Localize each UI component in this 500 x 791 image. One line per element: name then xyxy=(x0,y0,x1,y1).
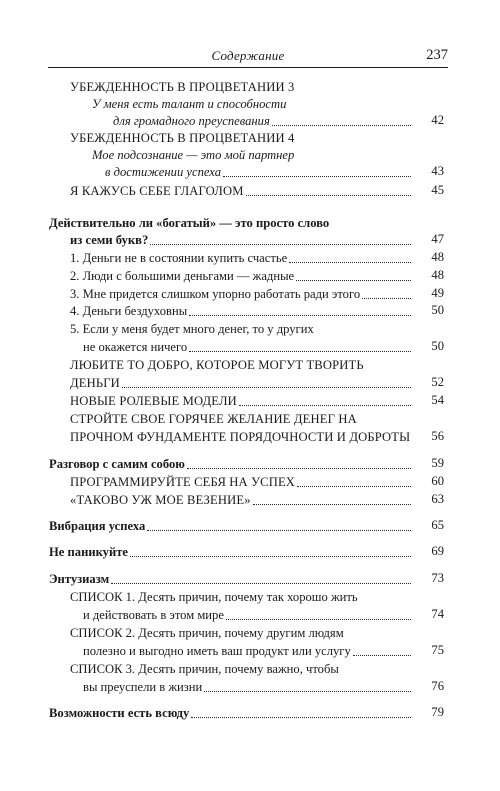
toc-entry: не окажется ничего xyxy=(83,338,413,355)
dot-leader xyxy=(289,262,411,263)
dot-leader xyxy=(246,195,411,196)
toc-page-number: 56 xyxy=(431,429,444,443)
dot-leader xyxy=(226,619,411,620)
toc-entry: 1. Деньги не в состоянии купить счастье xyxy=(70,249,413,266)
dot-leader xyxy=(253,504,411,505)
toc-entry: СПИСОК 3. Десять причин, почему важно, чтобы xyxy=(70,662,339,676)
toc-entry: 3. Мне придется слишком упорно работать ради этого xyxy=(70,285,413,302)
toc-chapter-title: Не паникуйте xyxy=(49,543,413,560)
toc-page-number: 42 xyxy=(431,113,444,127)
dot-leader xyxy=(223,176,411,177)
toc-chapter-title: Энтузиазм xyxy=(49,570,413,587)
toc-page-number: 60 xyxy=(431,474,444,488)
toc-entry-heading: УБЕЖДЕННОСТЬ В ПРОЦВЕТАНИИ 4 xyxy=(70,131,295,145)
toc-page-number: 50 xyxy=(431,303,444,317)
toc-entry-heading: Я КАЖУСЬ СЕБЕ ГЛАГОЛОМ xyxy=(70,182,413,199)
dot-leader xyxy=(239,405,411,406)
toc-page-number: 73 xyxy=(431,571,444,585)
toc-chapter-title: Возможности есть всюду xyxy=(49,704,413,721)
dot-leader xyxy=(296,280,411,281)
toc-entry-heading: ЛЮБИТЕ ТО ДОБРО, КОТОРОЕ МОГУТ ТВОРИТЬ xyxy=(70,358,364,372)
toc-entry-subtitle: Мое подсознание — это мой партнер xyxy=(92,148,295,162)
dot-leader xyxy=(353,655,411,656)
dot-leader xyxy=(272,125,411,126)
dot-leader xyxy=(204,691,411,692)
dot-leader xyxy=(111,583,411,584)
header-rule xyxy=(48,67,448,68)
dot-leader xyxy=(297,486,411,487)
toc-chapter-title: Разговор с самим собою xyxy=(49,455,413,472)
toc-page-number: 49 xyxy=(431,286,444,300)
running-header xyxy=(48,46,448,68)
toc-chapter-title: Вибрация успеха xyxy=(49,517,413,534)
dot-leader xyxy=(191,717,411,718)
toc-entry-heading: ПРОГРАММИРУЙТЕ СЕБЯ НА УСПЕХ xyxy=(70,473,413,490)
toc-page-number: 47 xyxy=(431,232,444,246)
toc-entry: 5. Если у меня будет много денег, то у других xyxy=(70,322,314,336)
toc-entry: СПИСОК 1. Десять причин, почему так хорошо жить xyxy=(70,590,358,604)
toc-page-number: 45 xyxy=(431,183,444,197)
toc-entry-heading: ПРОЧНОМ ФУНДАМЕНТЕ ПОРЯДОЧНОСТИ И ДОБРОТЫ xyxy=(70,430,411,444)
running-header-title: Содержание xyxy=(211,48,285,63)
toc-page-number: 43 xyxy=(431,164,444,178)
toc-page-number: 48 xyxy=(431,268,444,282)
dot-leader xyxy=(189,315,411,316)
toc-entry: 4. Деньги бездуховны xyxy=(70,302,413,319)
dot-leader xyxy=(130,556,411,557)
toc-chapter-title: из семи букв? xyxy=(70,231,413,248)
dot-leader xyxy=(187,468,411,469)
toc-page-number: 48 xyxy=(431,250,444,264)
toc-page-number: 76 xyxy=(431,679,444,693)
toc-entry-heading: ДЕНЬГИ xyxy=(70,374,413,391)
toc-page-number: 59 xyxy=(431,456,444,470)
page-number: 237 xyxy=(426,47,448,63)
toc-entry-subtitle: в достижении успеха xyxy=(105,163,413,180)
toc-entry-heading: «ТАКОВО УЖ МОЕ ВЕЗЕНИЕ» xyxy=(70,491,413,508)
dot-leader xyxy=(362,298,411,299)
toc-page-number: 63 xyxy=(431,492,444,506)
dot-leader xyxy=(189,351,411,352)
toc-chapter-title: Действительно ли «богатый» — это просто слово xyxy=(49,216,330,230)
toc-page-number: 50 xyxy=(431,339,444,353)
toc-entry: СПИСОК 2. Десять причин, почему другим людям xyxy=(70,626,344,640)
toc-page-number: 69 xyxy=(431,544,444,558)
dot-leader xyxy=(122,387,411,388)
toc-entry: 2. Люди с большими деньгами — жадные xyxy=(70,267,413,284)
toc-entry: полезно и выгодно иметь ваш продукт или услугу xyxy=(83,642,413,659)
toc-page-number: 79 xyxy=(431,705,444,719)
dot-leader xyxy=(147,530,411,531)
toc-page-number: 65 xyxy=(431,518,444,532)
toc-entry-heading: УБЕЖДЕННОСТЬ В ПРОЦВЕТАНИИ 3 xyxy=(70,80,295,94)
toc-page-number: 74 xyxy=(431,607,444,621)
toc-entry: вы преуспели в жизни xyxy=(83,678,413,695)
toc-entry: и действовать в этом мире xyxy=(83,606,413,623)
toc-page-number: 54 xyxy=(431,393,444,407)
toc-page-number: 75 xyxy=(431,643,444,657)
toc-entry-heading: НОВЫЕ РОЛЕВЫЕ МОДЕЛИ xyxy=(70,392,413,409)
toc-entry-subtitle: для громадного преуспевания xyxy=(113,112,413,129)
toc-entry-heading: СТРОЙТЕ СВОЕ ГОРЯЧЕЕ ЖЕЛАНИЕ ДЕНЕГ НА xyxy=(70,412,357,426)
dot-leader xyxy=(150,244,411,245)
toc-entry-subtitle: У меня есть талант и способности xyxy=(92,97,287,111)
toc-page-number: 52 xyxy=(431,375,444,389)
